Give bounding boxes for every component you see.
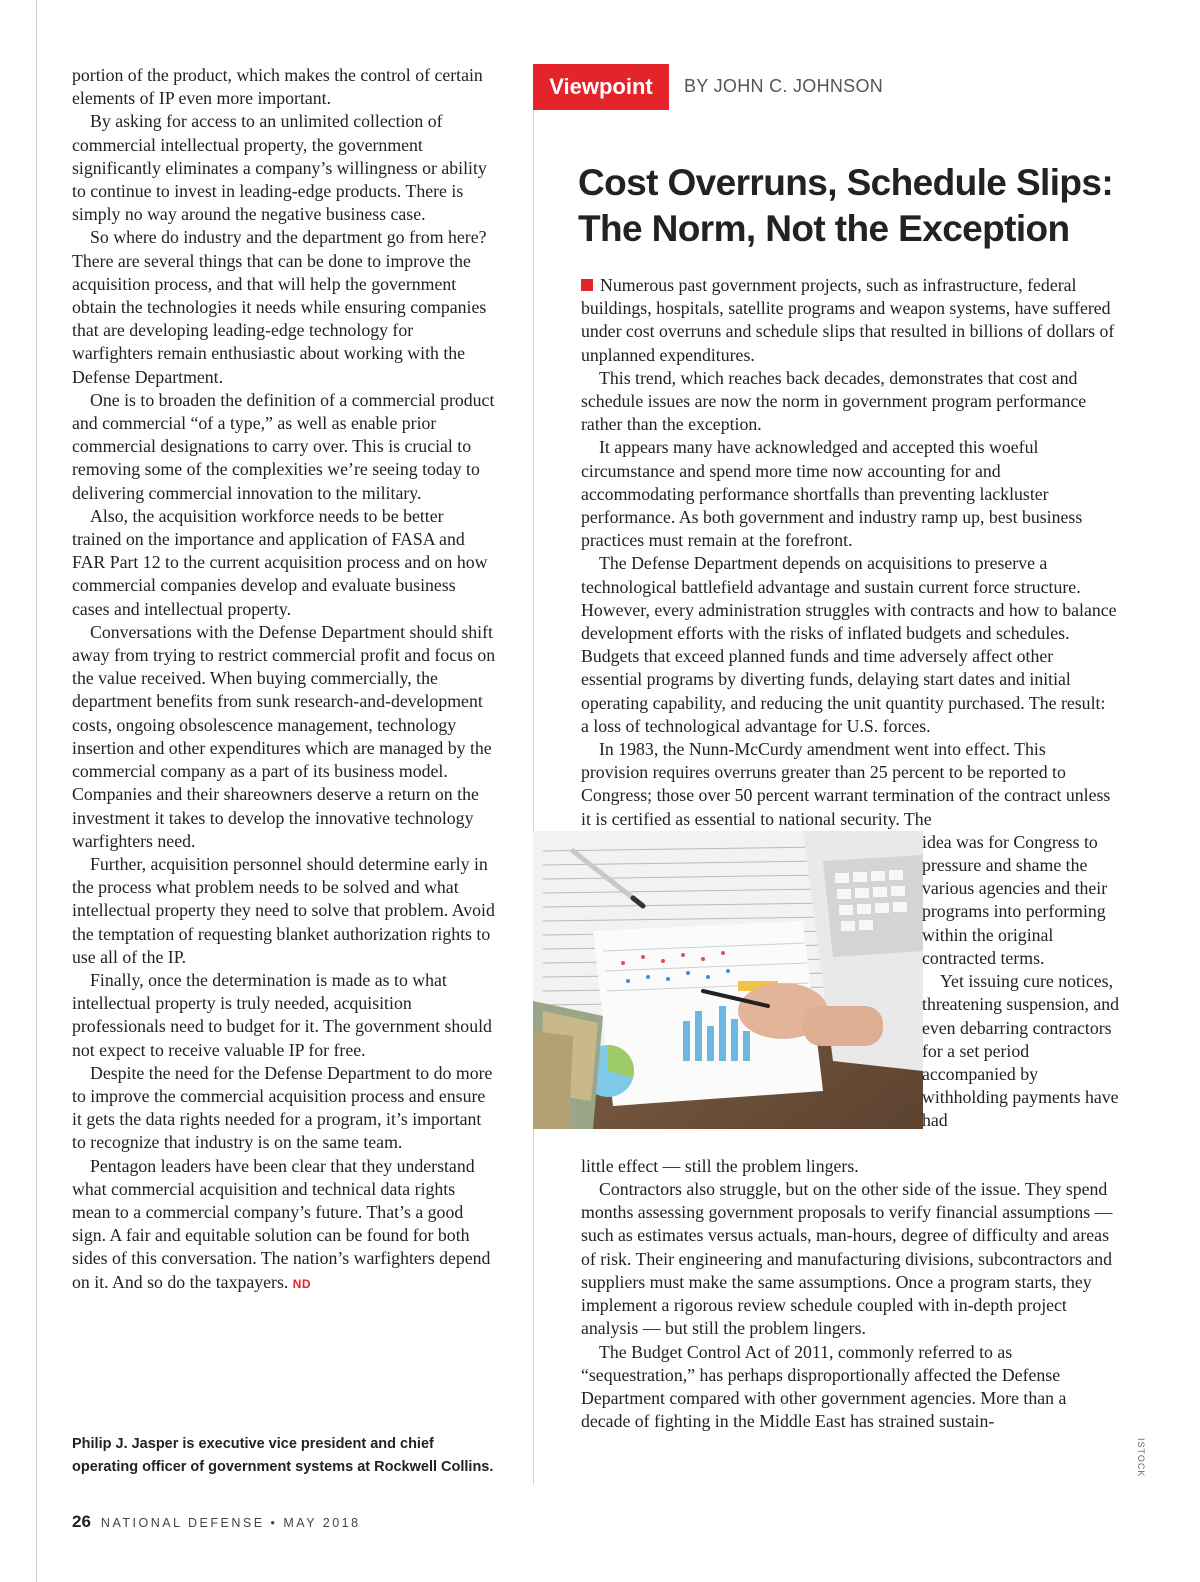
left-paragraph: One is to broaden the definition of a commercial product and commercial “of a type,” as well as enable prior commercial designations to carry over. This is crucial to removing some of the complexities we’re seeing today to delivering commercial innovation to the military. [72,389,495,503]
right-paragraph: The Defense Department depends on acquisitions to preserve a technological battlefield advantage and sustain current force structure. However, every administration struggles with contracts and how to balance development efforts with the risks of inflated budgets and schedules. Budgets that exceed planned funds and time adversely affect other essential programs by diverting funds, delaying start dates and initial operating capability, and reducing the unit quantity purchased. The result: a loss of technological advantage for U.S. forces. [581,553,1117,736]
stock-photo [533,831,923,1129]
right-paragraph: The Budget Control Act of 2011, commonly referred to as “sequestration,” has perhaps disproportionally affected the Defense Department compared with other government agencies. More than a decade of fighting in the Middle East has strained sustain- [581,1341,1067,1432]
viewpoint-badge: Viewpoint [533,64,669,110]
right-paragraph: This trend, which reaches back decades, demonstrates that cost and schedule issues are now the norm in government program performance rather than the exception. [581,367,1087,435]
left-paragraph: So where do industry and the department go from here? There are several things that can be done to improve the acquisition process, and that will help the government obtain the technologies it needs while ensuring companies that are developing leading-edge technology for warfighters remain enthusiastic about working with the Defense Department. [72,227,487,387]
lead-paragraph [581,274,1117,367]
continued-line: little effect — still the problem lingers. [581,1155,859,1176]
wrap-text [922,831,1122,1133]
right-paragraph: Contractors also struggle, but on the other side of the issue. They spend months assessing government proposals to verify financial assumptions — such as estimates versus actuals, man-hours, degree of difficulty and areas of risk. Their engineering and manufacturing divisions, subcontractors and suppliers must make the same assumptions. Once a program starts, they implement a rigorous review schedule coupled with in-depth project analysis — but still the problem lingers. [581,1179,1113,1339]
photo-credit: ISTOCK [1136,1438,1146,1478]
left-paragraph: Also, the acquisition workforce needs to be better trained on the importance and application of FASA and FAR Part 12 to the current acquisition process and on how commercial companies develop and evaluate business cases and intellectual property. [72,505,488,619]
final-paragraph-text: Pentagon leaders have been clear that they understand what commercial acquisition and technical data rights mean to a commercial company’s future. That’s a good sign. A fair and equitable solution can be found for both sides of this conversation. The nation’s warfighters depend on it. And so do the taxpayers. [72,1155,491,1292]
page-number: 26 [72,1512,91,1531]
left-paragraph: portion of the product, which makes the control of certain elements of IP even more important. [72,65,483,109]
wrap-paragraph: idea was for Congress to pressure and shame the various agencies and their programs into performing within the original contracted terms. [922,831,1108,968]
right-paragraph: It appears many have acknowledged and accepted this woeful circumstance and spend more time now accounting for and accommodating performance shortfalls than preventing lackluster performance. As both government and industry ramp up, best business practices must remain at the forefront. [581,437,1083,551]
page-edge-rule [36,0,37,1582]
left-paragraph: Conversations with the Defense Department should shift away from trying to restrict commercial profit and focus on the value received. When buying commercially, the department benefits from sunk research-and-development costs, ongoing obsolescence management, technology insertion and other expenditures which are managed by the commercial company as a part of its business model. Companies and their shareowners deserve a return on the investment it takes to develop the innovative technology warfighters need. [72,621,496,851]
left-paragraph: Despite the need for the Defense Department to do more to improve the commercial acquisition process and ensure it gets the data rights needed for a program, it’s important to recognize that industry is on the same team. [72,1062,493,1153]
red-square-icon [581,279,593,291]
left-paragraph: Further, acquisition personnel should determine early in the process what problem needs to be solved and what intellectual property they need to solve that problem. Avoid the temptation of requesting blanket authorization rights to use all of the IP. [72,853,495,967]
wrap-paragraph: Yet issuing cure notices, threatening suspension, and even debarring contractors for a set period accompanied by withholding payments have had [922,971,1120,1131]
left-paragraph-final [72,1155,496,1296]
publication-line: NATIONAL DEFENSE • MAY 2018 [100,1516,361,1530]
photo-wrap-block [581,831,1120,1155]
byline: BY JOHN C. JOHNSON [684,76,884,96]
page-footer [72,1512,361,1532]
author-bio: Philip J. Jasper is executive vice president and chief operating officer of government systems at Rockwell Collins. [72,1436,494,1475]
left-paragraph: Finally, once the determination is made as to what intellectual property is truly needed, acquisition professionals need to budget for it. The government should not expect to receive valuable IP for free. [72,969,492,1060]
left-column [72,64,496,1296]
right-column [581,274,1120,1433]
lead-paragraph-text: Numerous past government projects, such as infrastructure, federal buildings, hospitals, satellite programs and weapon systems, have suffered under cost overruns and schedule slips that resulted in billions of dollars of unplanned expenditures. [581,275,1115,365]
end-mark: ND [292,1276,312,1291]
right-paragraph: In 1983, the Nunn-McCurdy amendment went into effect. This provision requires overruns greater than 25 percent to be reported to Congress; those over 50 percent warrant termination of the contract unless it is certified as essential to national security. The [581,739,1111,829]
column-divider [533,110,534,1485]
desk-chart-illustration [533,831,923,1129]
left-paragraph: By asking for access to an unlimited collection of commercial intellectual property, the government significantly eliminates a company’s willingness or ability to continue to invest in leading-edge products. There is simply no way around the negative business case. [72,111,487,225]
headline: Cost Overruns, Schedule Slips: The Norm, Not the Exception [578,162,1114,249]
